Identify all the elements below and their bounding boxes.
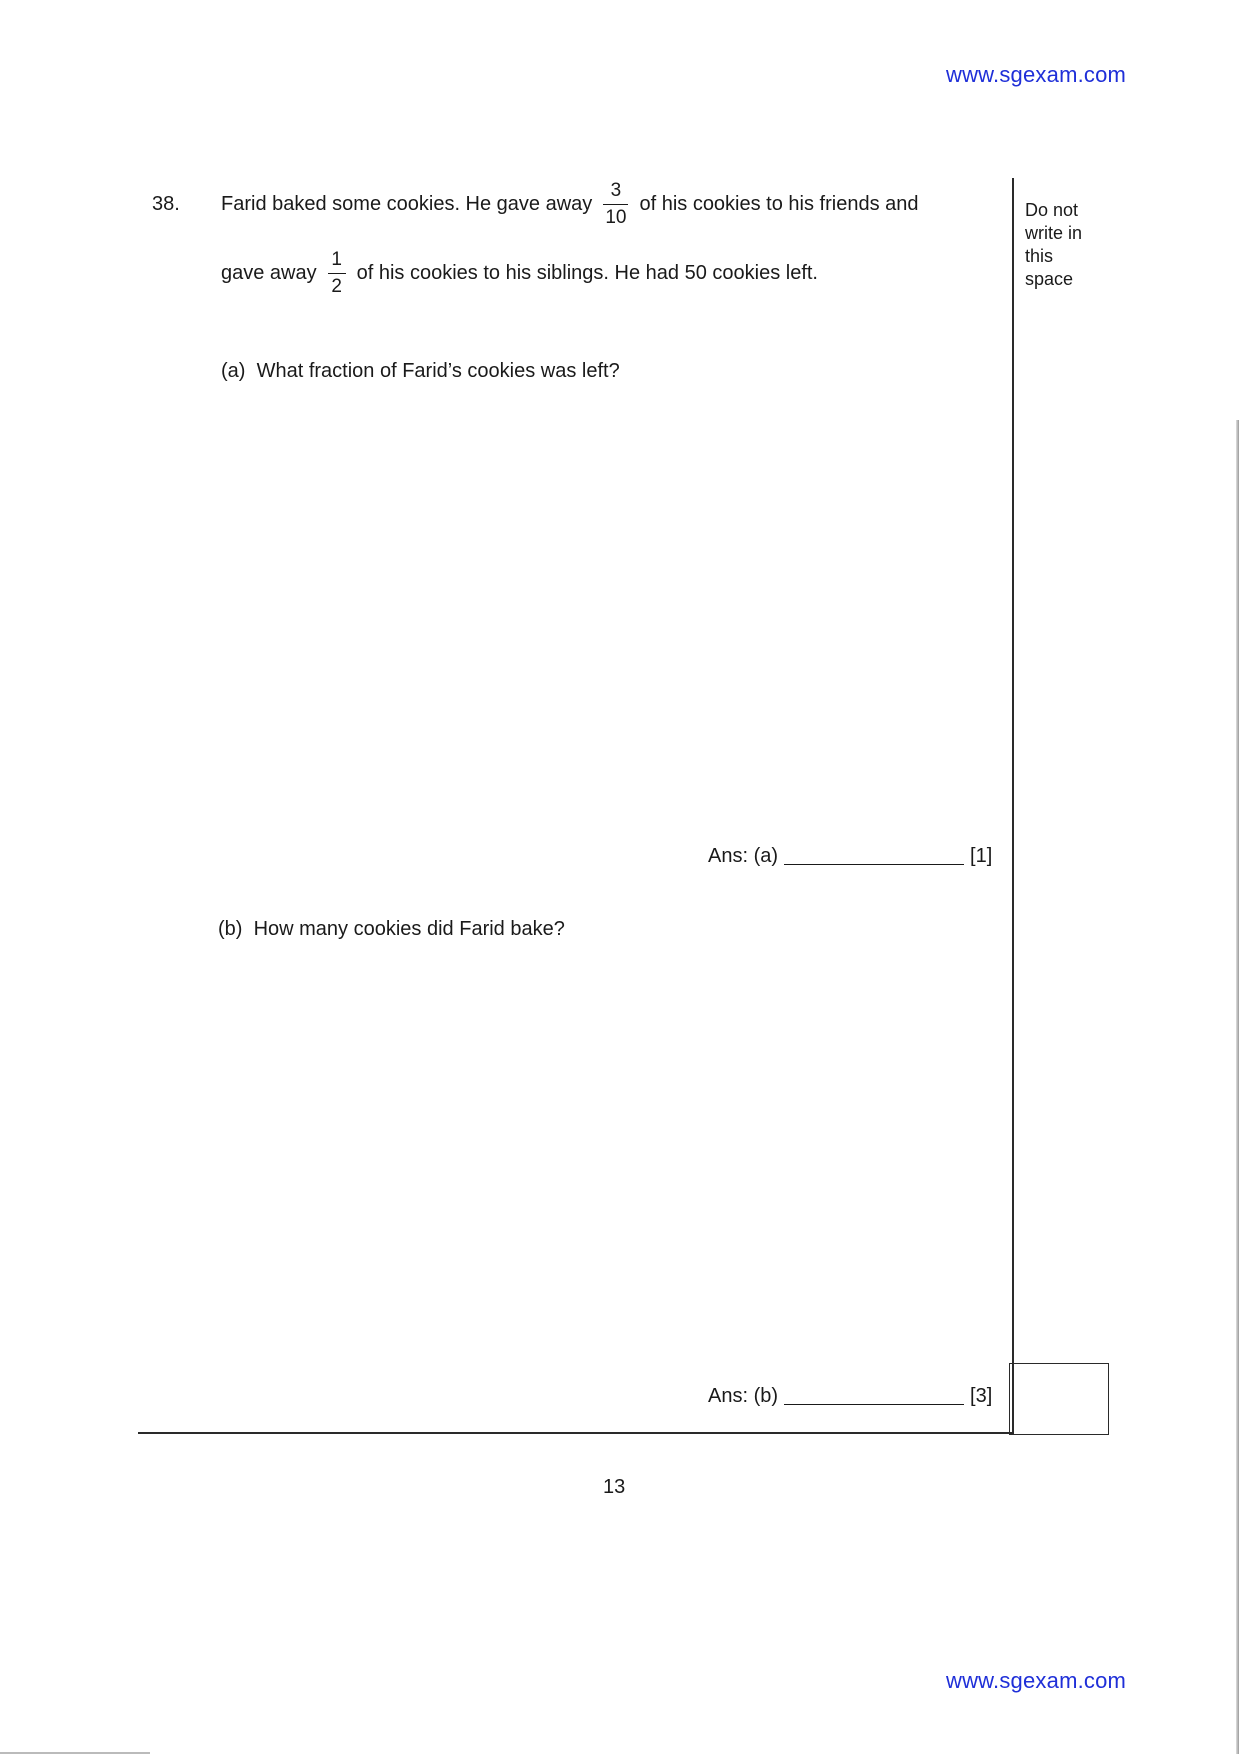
question-line-2-after: of his cookies to his siblings. He had 50 cookies left. (356, 261, 818, 284)
header-website-link[interactable]: www.sgexam.com (946, 62, 1127, 87)
fraction-denominator: 10 (605, 206, 627, 228)
fraction-bar (328, 273, 346, 274)
question-line-2-before: gave away (221, 261, 317, 284)
margin-note-line: Do not (1025, 200, 1079, 220)
score-box (1009, 1363, 1109, 1435)
question-line-1-after: of his cookies to his friends and (639, 192, 919, 215)
answer-a-marks: [1] (970, 845, 993, 867)
fraction-denominator: 2 (331, 275, 342, 297)
answer-a-blank[interactable] (784, 863, 964, 865)
footer-website-link[interactable]: www.sgexam.com (946, 1668, 1127, 1693)
margin-note-line: this (1025, 246, 1054, 266)
part-b-question (218, 918, 565, 941)
fraction-numerator: 1 (331, 249, 342, 270)
margin-note (1025, 199, 1115, 291)
answer-a-label: Ans: (a) (708, 845, 779, 867)
part-b-text: How many cookies did Farid bake? (253, 918, 565, 940)
fraction-numerator: 3 (610, 180, 622, 201)
question-line-1 (221, 180, 919, 229)
bottom-rule (138, 1432, 1014, 1434)
margin-divider-line (1012, 178, 1014, 1434)
question-line-2 (221, 249, 818, 298)
part-b-label: (b) (218, 918, 243, 940)
fraction-bar (603, 204, 628, 205)
answer-b-blank[interactable] (784, 1403, 964, 1405)
fraction-one-half (329, 249, 345, 298)
question-line-1-before: Farid baked some cookies. He gave away (221, 192, 593, 215)
answer-b-label: Ans: (b) (708, 1385, 779, 1407)
answer-a-row (708, 845, 992, 868)
fraction-three-tenths (604, 180, 627, 229)
margin-note-line: space (1025, 269, 1074, 289)
margin-note-line: write in (1025, 223, 1083, 243)
page-number: 13 (603, 1476, 626, 1498)
part-a-label: (a) (221, 360, 246, 382)
part-a-question (221, 360, 620, 383)
question-number: 38. (152, 193, 180, 215)
answer-b-row (708, 1385, 992, 1408)
part-a-text: What fraction of Farid’s cookies was left? (256, 360, 620, 382)
answer-b-marks: [3] (970, 1385, 993, 1407)
